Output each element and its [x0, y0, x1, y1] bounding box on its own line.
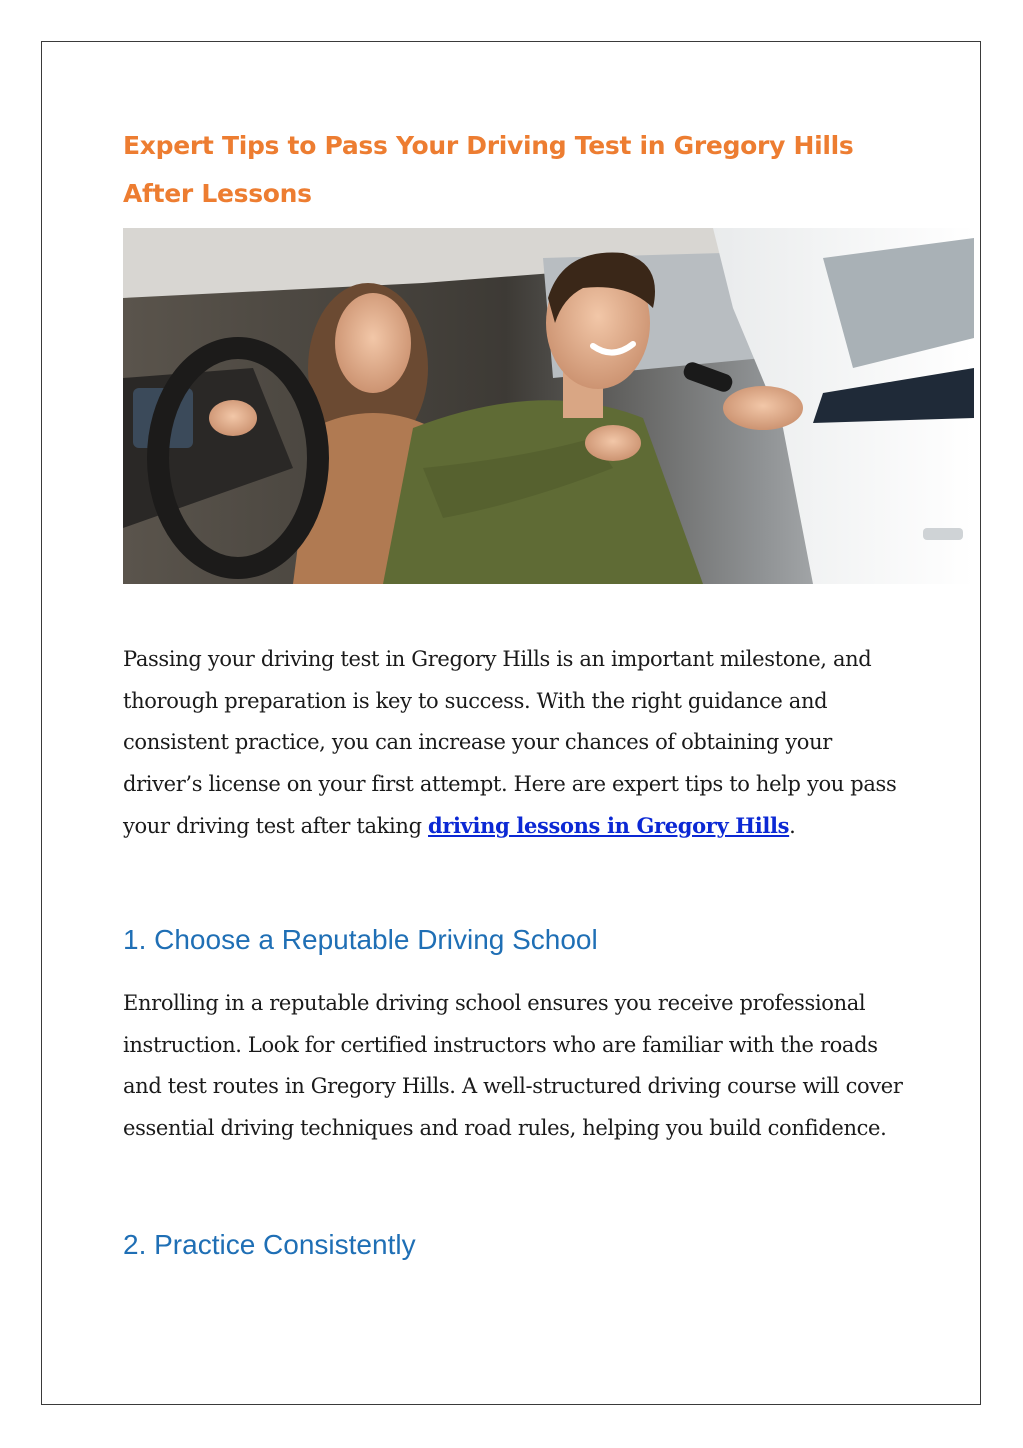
intro-text: Passing your driving test in Gregory Hills is an important milestone, and thorough preparation is key to success. With the right guidance and consistent practice, you can increase your chances of obtaining your driver’s license on your first attempt. Here are expert tips to help you pass your driving test after taking	[123, 647, 897, 838]
page-title: Expert Tips to Pass Your Driving Test in Gregory Hills After Lessons	[123, 131, 854, 208]
intro-text-end: .	[789, 814, 796, 838]
hero-illustration	[123, 228, 974, 584]
intro-paragraph	[123, 639, 903, 848]
driving-lessons-link[interactable]: driving lessons in Gregory Hills	[428, 813, 790, 838]
section-heading-2: 2. Practice Consistently	[123, 1229, 416, 1260]
hero-image	[123, 228, 974, 584]
section-paragraph-1: Enrolling in a reputable driving school ensures you receive professional instruction. Look for certified instructors who are familiar with the roads and test routes in Gregory Hills. A well-structured driving course will cover essential driving techniques and road rules, helping you build confidence.	[123, 991, 903, 1140]
section-heading-1: 1. Choose a Reputable Driving School	[123, 924, 598, 955]
